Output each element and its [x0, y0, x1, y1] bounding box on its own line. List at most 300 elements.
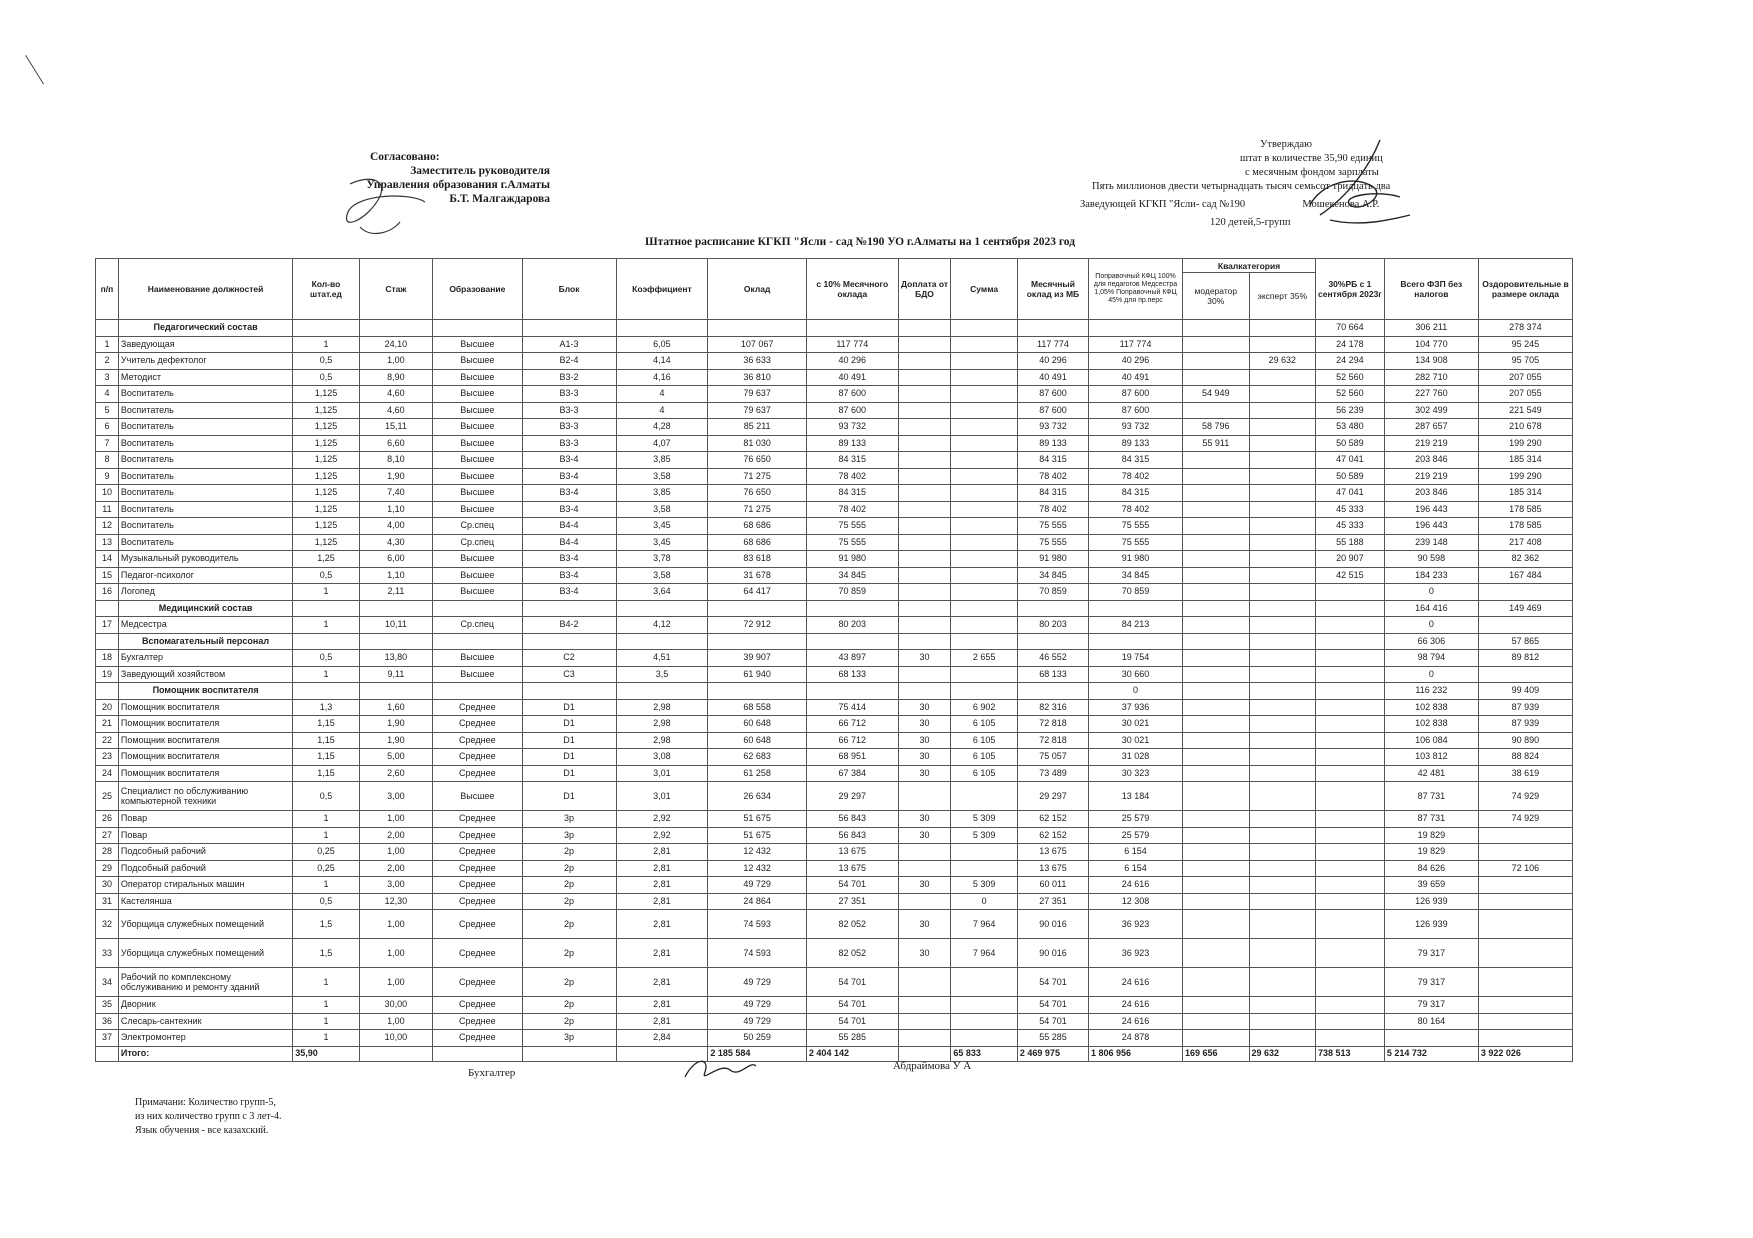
row-plus10: 68 951: [806, 749, 898, 766]
row-coefficient: 3,45: [616, 518, 708, 535]
row-ozdor: 57 865: [1478, 633, 1572, 650]
row-mb: 87 600: [1017, 402, 1088, 419]
row-block: D1: [522, 699, 616, 716]
row-ozdor: [1478, 617, 1572, 634]
section-row: [96, 683, 1573, 700]
row-summa: [951, 501, 1018, 518]
row-number: 21: [96, 716, 119, 733]
row-mb: 84 315: [1017, 452, 1088, 469]
row-oklad: 12 432: [708, 844, 807, 861]
row-block: 2p: [522, 893, 616, 910]
table-row: [96, 567, 1573, 584]
row-summa: [951, 551, 1018, 568]
row-fzp: 134 908: [1384, 353, 1478, 370]
row-name: Воспитатель: [118, 386, 292, 403]
row-moderator: [1183, 567, 1250, 584]
row-coefficient: 4,16: [616, 369, 708, 386]
row-education: Среднее: [433, 910, 522, 939]
row-mb: 68 133: [1017, 666, 1088, 683]
row-kfc: 6 154: [1089, 860, 1183, 877]
row-stazh: 13,80: [359, 650, 432, 667]
row-rb30: [1316, 699, 1385, 716]
row-rb30: 20 907: [1316, 551, 1385, 568]
row-summa: [951, 860, 1018, 877]
row-education: Ср.спец: [433, 617, 522, 634]
row-coefficient: 2,92: [616, 811, 708, 828]
row-mb: 13 675: [1017, 860, 1088, 877]
table-row: [96, 910, 1573, 939]
row-summa: [951, 782, 1018, 811]
row-moderator: [1183, 617, 1250, 634]
row-education: Высшее: [433, 435, 522, 452]
row-summa: 5 309: [951, 877, 1018, 894]
row-oklad: 49 729: [708, 1013, 807, 1030]
row-plus10: 43 897: [806, 650, 898, 667]
row-name: Учитель дефектолог: [118, 353, 292, 370]
row-summa: 7 964: [951, 939, 1018, 968]
row-mb: 89 133: [1017, 435, 1088, 452]
row-qty: 1: [293, 1030, 360, 1047]
row-education: Среднее: [433, 765, 522, 782]
row-bdo: [898, 452, 951, 469]
row-qty: 1: [293, 336, 360, 353]
row-rb30: 52 560: [1316, 369, 1385, 386]
row-coefficient: 2,92: [616, 827, 708, 844]
row-mb: 34 845: [1017, 567, 1088, 584]
header-stazh: Стаж: [359, 259, 432, 320]
row-mb: 80 203: [1017, 617, 1088, 634]
row-oklad: 71 275: [708, 501, 807, 518]
row-education: Среднее: [433, 1030, 522, 1047]
row-plus10: 29 297: [806, 782, 898, 811]
row-block: 3p: [522, 1030, 616, 1047]
row-name: Воспитатель: [118, 435, 292, 452]
row-oklad: 26 634: [708, 782, 807, 811]
row-number: 19: [96, 666, 119, 683]
row-oklad: 49 729: [708, 968, 807, 997]
row-name: Воспитатель: [118, 485, 292, 502]
row-ozdor: [1478, 666, 1572, 683]
row-block: B3-3: [522, 402, 616, 419]
row-rb30: [1316, 666, 1385, 683]
row-kfc: 13 184: [1089, 782, 1183, 811]
table-row: [96, 877, 1573, 894]
row-oklad: [708, 320, 807, 337]
row-number: 8: [96, 452, 119, 469]
row-summa: 6 105: [951, 765, 1018, 782]
row-summa: [951, 534, 1018, 551]
row-education: Высшее: [433, 336, 522, 353]
row-stazh: 8,10: [359, 452, 432, 469]
row-summa: [951, 1030, 1018, 1047]
row-mb: 29 297: [1017, 782, 1088, 811]
row-plus10: 27 351: [806, 893, 898, 910]
row-summa: 6 902: [951, 699, 1018, 716]
row-moderator: [1183, 353, 1250, 370]
row-name: Помощник воспитателя: [118, 716, 292, 733]
row-expert: 29 632: [1249, 353, 1316, 370]
row-block: B3-4: [522, 584, 616, 601]
row-bdo: 30: [898, 765, 951, 782]
row-coefficient: 3,58: [616, 567, 708, 584]
row-stazh: [359, 633, 432, 650]
header-summa: Сумма: [951, 259, 1018, 320]
table-row: [96, 765, 1573, 782]
row-number: 33: [96, 939, 119, 968]
row-kfc: 40 296: [1089, 353, 1183, 370]
row-plus10: 89 133: [806, 435, 898, 452]
row-oklad: 24 864: [708, 893, 807, 910]
row-bdo: 30: [898, 749, 951, 766]
row-summa: [951, 666, 1018, 683]
row-coefficient: 3,78: [616, 551, 708, 568]
row-stazh: [359, 683, 432, 700]
row-expert: [1249, 749, 1316, 766]
row-oklad: 61 258: [708, 765, 807, 782]
row-summa: [951, 353, 1018, 370]
row-number: 6: [96, 419, 119, 436]
row-stazh: 1,90: [359, 468, 432, 485]
row-bdo: 30: [898, 827, 951, 844]
row-fzp: 66 306: [1384, 633, 1478, 650]
row-number: 35: [96, 997, 119, 1014]
approval-left-line2: Заместитель руководителя: [410, 165, 550, 177]
row-moderator: [1183, 468, 1250, 485]
row-ozdor: 210 678: [1478, 419, 1572, 436]
row-rb30: [1316, 997, 1385, 1014]
row-name: Дворник: [118, 997, 292, 1014]
row-block: 2p: [522, 860, 616, 877]
row-oklad: 76 650: [708, 485, 807, 502]
row-oklad: 12 432: [708, 860, 807, 877]
row-expert: [1249, 844, 1316, 861]
row-plus10: 87 600: [806, 386, 898, 403]
row-bdo: 30: [898, 811, 951, 828]
signature-left-icon: [330, 172, 440, 242]
row-stazh: 1,00: [359, 353, 432, 370]
row-kfc: 117 774: [1089, 336, 1183, 353]
row-qty: 1,25: [293, 551, 360, 568]
row-education: Высшее: [433, 584, 522, 601]
row-oklad: 60 648: [708, 732, 807, 749]
row-plus10: 93 732: [806, 419, 898, 436]
row-block: B3-4: [522, 485, 616, 502]
row-stazh: 2,00: [359, 860, 432, 877]
row-name: Бухгалтер: [118, 650, 292, 667]
row-fzp: 90 598: [1384, 551, 1478, 568]
table-row: [96, 353, 1573, 370]
row-name: Уборщица служебных помещений: [118, 910, 292, 939]
row-rb30: 52 560: [1316, 386, 1385, 403]
row-plus10: 78 402: [806, 501, 898, 518]
row-rb30: [1316, 827, 1385, 844]
row-fzp: 219 219: [1384, 435, 1478, 452]
accountant-name: Абдраймова У А: [893, 1060, 972, 1072]
row-name: Повар: [118, 811, 292, 828]
row-kfc: 84 315: [1089, 452, 1183, 469]
row-name: Оператор стиральных машин: [118, 877, 292, 894]
row-plus10: 70 859: [806, 584, 898, 601]
row-qty: 1,125: [293, 468, 360, 485]
row-bdo: [898, 336, 951, 353]
row-ozdor: [1478, 844, 1572, 861]
row-kfc: 40 491: [1089, 369, 1183, 386]
row-oklad: 74 593: [708, 939, 807, 968]
row-name: Логопед: [118, 584, 292, 601]
table-row: [96, 1030, 1573, 1047]
row-stazh: 2,00: [359, 827, 432, 844]
row-coefficient: 2,98: [616, 732, 708, 749]
row-expert: [1249, 468, 1316, 485]
row-number: [96, 683, 119, 700]
row-moderator: [1183, 600, 1250, 617]
row-number: 11: [96, 501, 119, 518]
row-plus10: [806, 683, 898, 700]
row-plus10: 84 315: [806, 485, 898, 502]
row-rb30: [1316, 893, 1385, 910]
row-moderator: [1183, 501, 1250, 518]
row-education: Высшее: [433, 782, 522, 811]
row-fzp: 84 626: [1384, 860, 1478, 877]
row-plus10: 54 701: [806, 877, 898, 894]
table-row: [96, 1013, 1573, 1030]
row-fzp: 87 731: [1384, 782, 1478, 811]
header-coefficient: Коэффициент: [616, 259, 708, 320]
row-rb30: 50 589: [1316, 435, 1385, 452]
row-bdo: [898, 683, 951, 700]
row-summa: [951, 617, 1018, 634]
notes-line2: из них количество групп с 3 лет-4.: [135, 1111, 282, 1122]
row-qty: 0,5: [293, 567, 360, 584]
row-number: 36: [96, 1013, 119, 1030]
row-rb30: 47 041: [1316, 452, 1385, 469]
row-rb30: 42 515: [1316, 567, 1385, 584]
row-expert: [1249, 893, 1316, 910]
row-block: C3: [522, 666, 616, 683]
row-rb30: [1316, 811, 1385, 828]
row-expert: [1249, 336, 1316, 353]
row-coefficient: 3,58: [616, 468, 708, 485]
row-coefficient: 4,14: [616, 353, 708, 370]
row-education: Высшее: [433, 666, 522, 683]
row-name: Вспомагательный персонал: [118, 633, 292, 650]
row-qty: 1,15: [293, 732, 360, 749]
row-coefficient: 6,05: [616, 336, 708, 353]
row-qty: 1,15: [293, 749, 360, 766]
row-moderator: [1183, 650, 1250, 667]
row-oklad: 39 907: [708, 650, 807, 667]
table-row: [96, 468, 1573, 485]
row-expert: [1249, 1030, 1316, 1047]
table-row: [96, 534, 1573, 551]
row-kfc: 87 600: [1089, 402, 1183, 419]
row-stazh: 9,11: [359, 666, 432, 683]
row-moderator: [1183, 584, 1250, 601]
row-bdo: 30: [898, 650, 951, 667]
header-moderator: модератор 30%: [1183, 273, 1250, 320]
row-summa: [951, 600, 1018, 617]
row-block: 3p: [522, 827, 616, 844]
row-fzp: 203 846: [1384, 452, 1478, 469]
header-pp: п/п: [96, 259, 119, 320]
row-coefficient: 3,01: [616, 765, 708, 782]
row-block: B3-4: [522, 468, 616, 485]
row-ozdor: 178 585: [1478, 501, 1572, 518]
row-qty: 1,125: [293, 501, 360, 518]
row-plus10: 80 203: [806, 617, 898, 634]
row-name: Помощник воспитателя: [118, 683, 292, 700]
row-name: Воспитатель: [118, 468, 292, 485]
approval-right-block: [1080, 138, 1480, 230]
row-mb: 75 555: [1017, 518, 1088, 535]
row-kfc: 19 754: [1089, 650, 1183, 667]
row-bdo: [898, 501, 951, 518]
table-row: [96, 386, 1573, 403]
row-ozdor: [1478, 893, 1572, 910]
row-number: [96, 320, 119, 337]
row-number: 25: [96, 782, 119, 811]
row-mb: [1017, 320, 1088, 337]
row-moderator: [1183, 1013, 1250, 1030]
row-coefficient: 3,08: [616, 749, 708, 766]
row-rb30: [1316, 732, 1385, 749]
row-coefficient: 4,28: [616, 419, 708, 436]
row-qty: 1,125: [293, 518, 360, 535]
row-number: 29: [96, 860, 119, 877]
row-block: [522, 633, 616, 650]
row-education: [433, 320, 522, 337]
row-rb30: [1316, 877, 1385, 894]
row-qty: 1: [293, 1013, 360, 1030]
row-kfc: 24 616: [1089, 968, 1183, 997]
row-coefficient: 4,51: [616, 650, 708, 667]
table-row: [96, 369, 1573, 386]
row-rb30: [1316, 584, 1385, 601]
row-block: D1: [522, 765, 616, 782]
row-coefficient: 2,81: [616, 968, 708, 997]
row-summa: [951, 386, 1018, 403]
row-bdo: 30: [898, 716, 951, 733]
row-qty: 1,125: [293, 435, 360, 452]
row-mb: 70 859: [1017, 584, 1088, 601]
row-oklad: [708, 633, 807, 650]
row-rb30: [1316, 1013, 1385, 1030]
row-summa: [951, 320, 1018, 337]
row-number: 18: [96, 650, 119, 667]
row-ozdor: 167 484: [1478, 567, 1572, 584]
row-block: B4-4: [522, 518, 616, 535]
row-oklad: [708, 600, 807, 617]
row-qty: 0,5: [293, 782, 360, 811]
row-education: Среднее: [433, 939, 522, 968]
row-kfc: 31 028: [1089, 749, 1183, 766]
row-plus10: 87 600: [806, 402, 898, 419]
row-moderator: [1183, 844, 1250, 861]
row-mb: 82 316: [1017, 699, 1088, 716]
row-rb30: 24 178: [1316, 336, 1385, 353]
row-bdo: [898, 997, 951, 1014]
totals-ozdor: 3 922 026: [1478, 1046, 1572, 1061]
row-number: 17: [96, 617, 119, 634]
row-qty: 1: [293, 997, 360, 1014]
row-summa: 6 105: [951, 749, 1018, 766]
approval-right-line6: 120 детей,5-групп: [1210, 217, 1291, 228]
row-number: 9: [96, 468, 119, 485]
row-summa: 0: [951, 893, 1018, 910]
row-moderator: [1183, 534, 1250, 551]
row-mb: 91 980: [1017, 551, 1088, 568]
row-moderator: [1183, 997, 1250, 1014]
row-block: 2p: [522, 910, 616, 939]
row-kfc: 30 021: [1089, 716, 1183, 733]
row-stazh: 5,00: [359, 749, 432, 766]
row-oklad: 74 593: [708, 910, 807, 939]
row-kfc: 75 555: [1089, 518, 1183, 535]
row-qty: 0,5: [293, 369, 360, 386]
row-oklad: 71 275: [708, 468, 807, 485]
row-ozdor: [1478, 827, 1572, 844]
row-education: Высшее: [433, 402, 522, 419]
row-moderator: [1183, 633, 1250, 650]
row-qty: 1,125: [293, 386, 360, 403]
header-name: Наименование должностей: [118, 259, 292, 320]
row-stazh: 1,00: [359, 1013, 432, 1030]
row-moderator: [1183, 485, 1250, 502]
row-rb30: 53 480: [1316, 419, 1385, 436]
header-kfc: Поправочный КФЦ 100% для педагогов Медсестра 1,05% Поправочный КФЦ 45% для пр.перс: [1089, 259, 1183, 320]
row-coefficient: 3,85: [616, 485, 708, 502]
row-plus10: 75 414: [806, 699, 898, 716]
row-block: B2-4: [522, 353, 616, 370]
row-rb30: [1316, 765, 1385, 782]
row-oklad: 68 686: [708, 518, 807, 535]
row-oklad: 36 810: [708, 369, 807, 386]
row-mb: 54 701: [1017, 997, 1088, 1014]
row-kfc: [1089, 600, 1183, 617]
row-oklad: 76 650: [708, 452, 807, 469]
section-row: [96, 600, 1573, 617]
row-fzp: 203 846: [1384, 485, 1478, 502]
row-mb: [1017, 600, 1088, 617]
row-stazh: 2,11: [359, 584, 432, 601]
row-moderator: [1183, 827, 1250, 844]
row-rb30: 55 188: [1316, 534, 1385, 551]
notes-line1: Примачани: Количество групп-5,: [135, 1097, 276, 1108]
row-education: Среднее: [433, 811, 522, 828]
row-rb30: [1316, 749, 1385, 766]
table-body: [96, 320, 1573, 1047]
row-kfc: 24 616: [1089, 877, 1183, 894]
row-qty: 1,15: [293, 765, 360, 782]
row-summa: 6 105: [951, 716, 1018, 733]
row-ozdor: 72 106: [1478, 860, 1572, 877]
totals-kfc: 1 806 956: [1089, 1046, 1183, 1061]
row-ozdor: 88 824: [1478, 749, 1572, 766]
row-moderator: [1183, 968, 1250, 997]
row-name: Методист: [118, 369, 292, 386]
header-qty: Кол-во штат.ед: [293, 259, 360, 320]
row-summa: [951, 485, 1018, 502]
row-stazh: 1,00: [359, 939, 432, 968]
row-qty: 0,5: [293, 353, 360, 370]
row-summa: [951, 997, 1018, 1014]
row-expert: [1249, 419, 1316, 436]
row-plus10: 117 774: [806, 336, 898, 353]
table-row: [96, 435, 1573, 452]
row-mb: 62 152: [1017, 811, 1088, 828]
row-name: Помощник воспитателя: [118, 732, 292, 749]
row-education: Среднее: [433, 827, 522, 844]
